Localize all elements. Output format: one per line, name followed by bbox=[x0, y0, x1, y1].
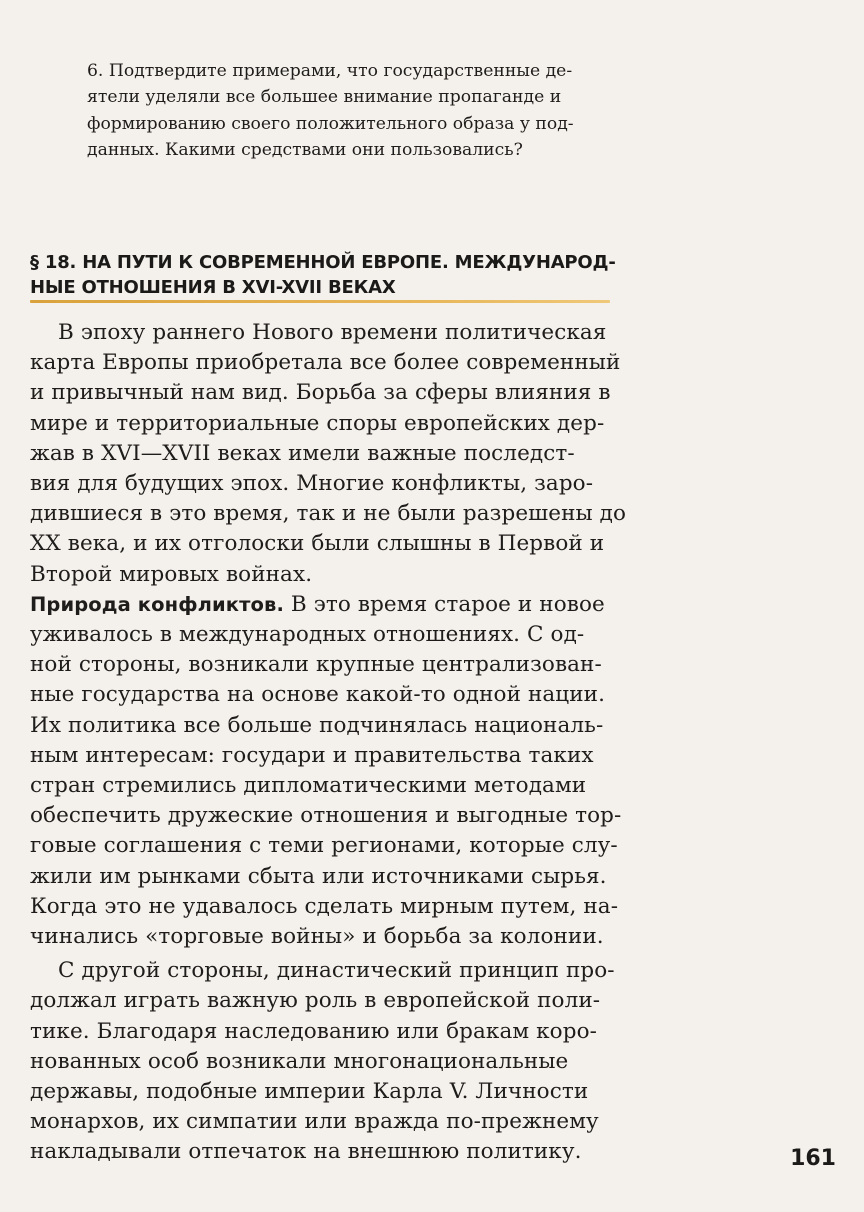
text-line: ным интересам: государи и правительства таких bbox=[30, 742, 594, 768]
section-heading bbox=[30, 250, 630, 300]
text-line: дившиеся в это время, так и не были разрешены до bbox=[30, 501, 627, 527]
question-line: ятели уделяли все большее внимание пропаганде и bbox=[87, 87, 562, 108]
text-line: Второй мировых войнах. bbox=[30, 561, 313, 587]
text-line: чинались «торговые войны» и борьба за колонии. bbox=[30, 924, 604, 950]
text-line: тике. Благодаря наследованию или бракам коро- bbox=[30, 1018, 597, 1044]
runin-heading: Природа конфликтов. bbox=[30, 592, 284, 616]
heading-line: НЫЕ ОТНОШЕНИЯ В XVI-XVII ВЕКАХ bbox=[30, 277, 396, 298]
text-line: накладывали отпечаток на внешнюю политику. bbox=[30, 1139, 582, 1165]
paragraph-intro bbox=[30, 318, 627, 590]
text-line bbox=[30, 590, 614, 620]
text-line: XX века, и их отголоски были слышны в Первой и bbox=[30, 531, 605, 557]
text-line: говые соглашения с теми регионами, которые слу- bbox=[30, 833, 618, 859]
text-line: жили им рынками сбыта или источниками сырья. bbox=[30, 863, 607, 889]
text-line: Когда это не удавалось сделать мирным путем, на- bbox=[30, 893, 619, 919]
text-line: карта Европы приобретала все более современный bbox=[30, 350, 621, 376]
text-line: В эпоху раннего Нового времени политическая bbox=[58, 320, 607, 345]
question-line: данных. Какими средствами они пользовались? bbox=[87, 139, 523, 160]
text-line: стран стремились дипломатическими методами bbox=[30, 773, 587, 799]
text-line: жав в XVI—XVII веках имели важные последст- bbox=[30, 440, 575, 466]
text-line: вия для будущих эпох. Многие конфликты, заро- bbox=[30, 471, 594, 497]
heading-line: § 18. НА ПУТИ К СОВРЕМЕННОЙ ЕВРОПЕ. МЕЖДУНАРОД- bbox=[30, 252, 616, 273]
page-number: 161 bbox=[790, 1146, 836, 1171]
text-line: и привычный нам вид. Борьба за сферы влияния в bbox=[30, 380, 611, 406]
text-line: монархов, их симпатии или вражда по-прежнему bbox=[30, 1109, 599, 1135]
text-fragment: В это время старое и новое bbox=[283, 591, 605, 617]
text-line: ной стороны, возникали крупные централизован- bbox=[30, 652, 602, 678]
review-question bbox=[87, 58, 617, 163]
text-line: уживалось в международных отношениях. С од- bbox=[30, 622, 585, 648]
text-line: державы, подобные империи Карла V. Личности bbox=[30, 1079, 589, 1105]
text-line: мире и территориальные споры европейских дер- bbox=[30, 410, 605, 436]
heading-underline-rule bbox=[30, 300, 610, 303]
text-line: ные государства на основе какой-то одной нации. bbox=[30, 682, 606, 708]
text-line: С другой стороны, династический принцип про- bbox=[58, 958, 615, 984]
text-line: Их политика все больше подчинялась националь- bbox=[30, 712, 604, 738]
text-line: обеспечить дружеские отношения и выгодные тор- bbox=[30, 803, 622, 829]
text-line: должал играть важную роль в европейской поли- bbox=[30, 988, 601, 1014]
paragraph-nature-of-conflicts bbox=[30, 590, 622, 952]
text-line: нованных особ возникали многонациональные bbox=[30, 1048, 569, 1074]
question-line: 6. Подтвердите примерами, что государственные де- bbox=[87, 61, 573, 81]
body-text bbox=[30, 318, 627, 1168]
paragraph-dynastic-principle bbox=[30, 956, 614, 1167]
question-line: формированию своего положительного образа у под- bbox=[87, 113, 574, 134]
